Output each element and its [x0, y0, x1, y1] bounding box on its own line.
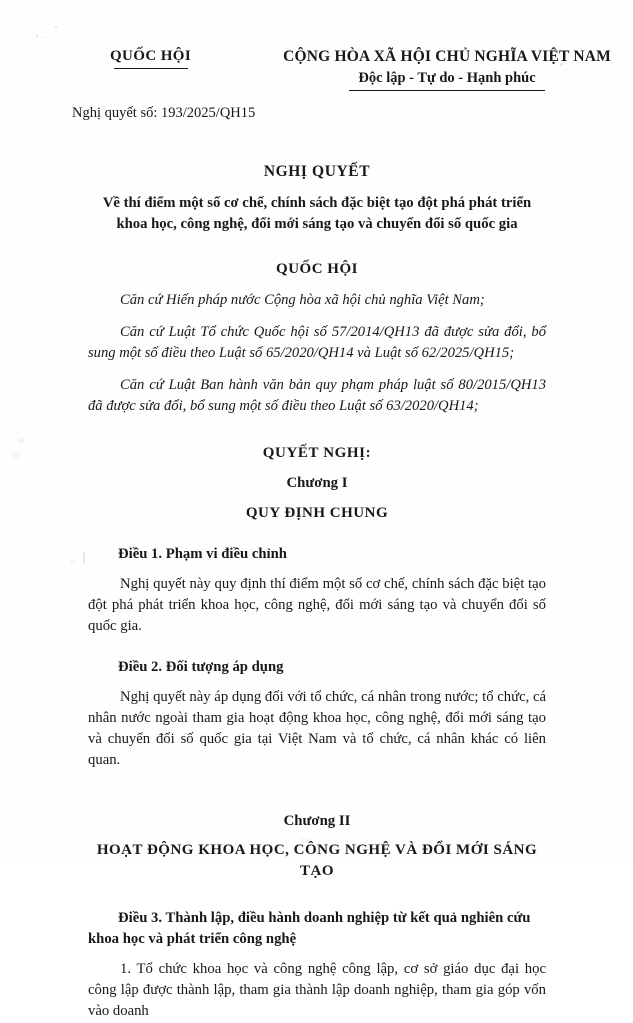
chapter-spacer — [88, 772, 546, 802]
country-name: CỘNG HÒA XÃ HỘI CHỦ NGHĨA VIỆT NAM — [283, 48, 611, 65]
issuing-body-underline — [114, 68, 188, 69]
article-heading: Điều 2. Đối tượng áp dụng — [118, 659, 284, 676]
chapter-name: QUY ĐỊNH CHUNG — [245, 504, 389, 521]
scan-speckle — [83, 552, 85, 564]
article-heading: Điều 1. Phạm vi điều chỉnh — [118, 545, 287, 562]
citation-clause: Căn cứ Luật Ban hành văn bản quy phạm pháp luật số 80/2015/QH13 đã được sửa đổi, bổ sung một số điều theo Luật số 63/2020/QH14; — [88, 376, 546, 414]
document-title: NGHỊ QUYẾT — [263, 163, 371, 180]
article-paragraph: Nghị quyết này quy định thí điểm một số cơ chế, chính sách đặc biệt tạo đột phá phát triển khoa học, công nghệ, đổi mới sáng tạo và chuyển đổi số quốc gia. — [88, 575, 546, 634]
scan-speckle — [33, 38, 34, 39]
issuing-body: QUỐC HỘI — [109, 48, 192, 64]
citation-clause: Căn cứ Luật Tổ chức Quốc hội số 57/2014/QH13 đã được sửa đổi, bổ sung một số điều theo Luật số 65/2020/QH14 và Luật số 62/2025/QH15; — [88, 323, 546, 361]
article-paragraph: 1. Tổ chức khoa học và công nghệ công lập, cơ sở giáo dục đại học công lập được thành lập, tham gia thành lập doanh nghiệp, tham gia góp vốn vào doanh — [88, 961, 546, 1020]
scan-speckle — [18, 438, 24, 443]
chapter-number: Chương II — [283, 812, 351, 829]
scan-speckle — [36, 35, 38, 37]
article-paragraph: Nghị quyết này áp dụng đối với tổ chức, cá nhân trong nước; tổ chức, cá nhân nước ngoài tham gia hoạt động khoa học, công nghệ, đổi mới sáng tạo và chuyển đổi số quốc gia tại Việt Nam và tổ chức, cá nhân khác có liên quan. — [88, 688, 546, 769]
document-number: Nghị quyết số: 193/2025/QH15 — [72, 105, 256, 121]
chapter-name: HOẠT ĐỘNG KHOA HỌC, CÔNG NGHỆ VÀ ĐỔI MỚI SÁNG TẠO — [96, 842, 538, 880]
document-subtitle: Về thí điểm một số cơ chế, chính sách đặc biệt tạo đột phá phát triển khoa học, công nghệ, đổi mới sáng tạo và chuyển đổi số quốc gia — [102, 194, 532, 232]
enacting-clause: QUYẾT NGHỊ: — [262, 444, 372, 461]
national-motto: Độc lập - Tự do - Hạnh phúc — [358, 70, 536, 87]
article-heading: Điều 3. Thành lập, điều hành doanh nghiệp từ kết quả nghiên cứu khoa học và phát triển công nghệ — [88, 910, 531, 948]
document-body — [88, 162, 546, 1023]
motto-underline — [349, 90, 545, 91]
citation-clause: Căn cứ Hiến pháp nước Cộng hòa xã hội chủ nghĩa Việt Nam; — [120, 291, 485, 308]
chapter-number: Chương I — [286, 474, 348, 491]
scan-speckle — [70, 560, 75, 564]
scan-speckle — [55, 26, 57, 28]
scan-speckle — [44, 37, 47, 38]
document-masthead — [0, 47, 633, 91]
preamble-heading: QUỐC HỘI — [276, 260, 358, 277]
scan-speckle — [12, 452, 20, 459]
masthead-right — [283, 47, 633, 91]
masthead-left — [0, 47, 283, 69]
